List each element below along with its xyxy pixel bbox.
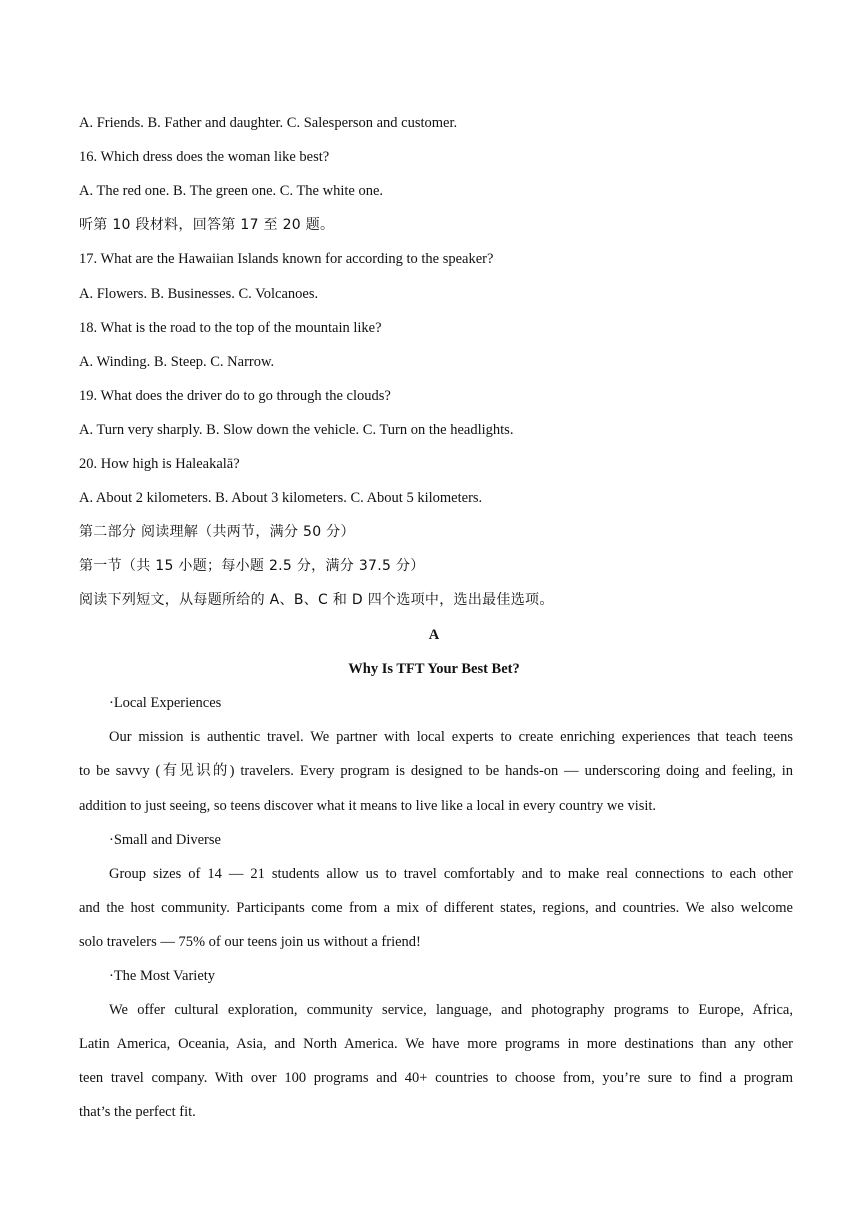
q17-question: 17. What are the Hawaiian Islands known for according to the speaker? — [79, 251, 494, 267]
paragraph-line: solo travelers — 75% of our teens join us without a friend! — [79, 934, 421, 950]
q19-options: A. Turn very sharply. B. Slow down the vehicle. C. Turn on the headlights. — [79, 422, 514, 438]
reading-section-heading: 第一节（共 15 小题；每小题 2.5 分，满分 37.5 分） — [79, 558, 425, 574]
q18-question: 18. What is the road to the top of the mountain like? — [79, 320, 382, 336]
reading-part-heading: 第二部分 阅读理解（共两节，满分 50 分） — [79, 524, 355, 540]
reading-instruction: 阅读下列短文，从每题所给的 A、B、C 和 D 四个选项中，选出最佳选项。 — [79, 592, 554, 608]
paragraph-line: teen travel company. With over 100 programs and 40+ countries to choose from, you’re sure to find a program — [79, 1070, 793, 1086]
passage-letter: A — [428, 627, 440, 643]
q16-question: 16. Which dress does the woman like best? — [79, 149, 330, 165]
q20-question: 20. How high is Haleakalā? — [79, 456, 240, 472]
q15-options: A. Friends. B. Father and daughter. C. Salesperson and customer. — [79, 115, 458, 131]
paragraph-line: Group sizes of 14 — 21 students allow us to travel comfortably and to make real connections to each other — [109, 866, 793, 882]
paragraph-line: Latin America, Oceania, Asia, and North America. We have more programs in more destinations than any other — [79, 1036, 793, 1052]
section-heading-local-experiences: ·Local Experiences — [109, 695, 222, 711]
paragraph-line: We offer cultural exploration, community service, language, and photography programs to Europe, Africa, — [109, 1002, 793, 1018]
q16-options: A. The red one. B. The green one. C. The white one. — [79, 183, 384, 199]
q19-question: 19. What does the driver do to go through the clouds? — [79, 388, 391, 404]
paragraph-line: addition to just seeing, so teens discover what it means to live like a local in every country we visit. — [79, 798, 657, 814]
paragraph-line: and the host community. Participants come from a mix of different states, regions, and countries. We also welcome — [79, 900, 793, 916]
section-heading-the-most-variety: ·The Most Variety — [109, 968, 216, 984]
paragraph-line: that’s the perfect fit. — [79, 1104, 196, 1120]
q20-options: A. About 2 kilometers. B. About 3 kilometers. C. About 5 kilometers. — [79, 490, 483, 506]
q17-options: A. Flowers. B. Businesses. C. Volcanoes. — [79, 286, 319, 302]
passage-title: Why Is TFT Your Best Bet? — [348, 661, 520, 677]
paragraph-line: Our mission is authentic travel. We partner with local experts to create enriching experiences that teach teens — [109, 729, 793, 745]
material10-instruction: 听第 10 段材料，回答第 17 至 20 题。 — [79, 217, 335, 233]
section-heading-small-and-diverse: ·Small and Diverse — [109, 832, 221, 848]
paragraph-line: to be savvy (有见识的) travelers. Every program is designed to be hands-on — underscoring doing and feeling, in — [79, 763, 793, 779]
q18-options: A. Winding. B. Steep. C. Narrow. — [79, 354, 275, 370]
